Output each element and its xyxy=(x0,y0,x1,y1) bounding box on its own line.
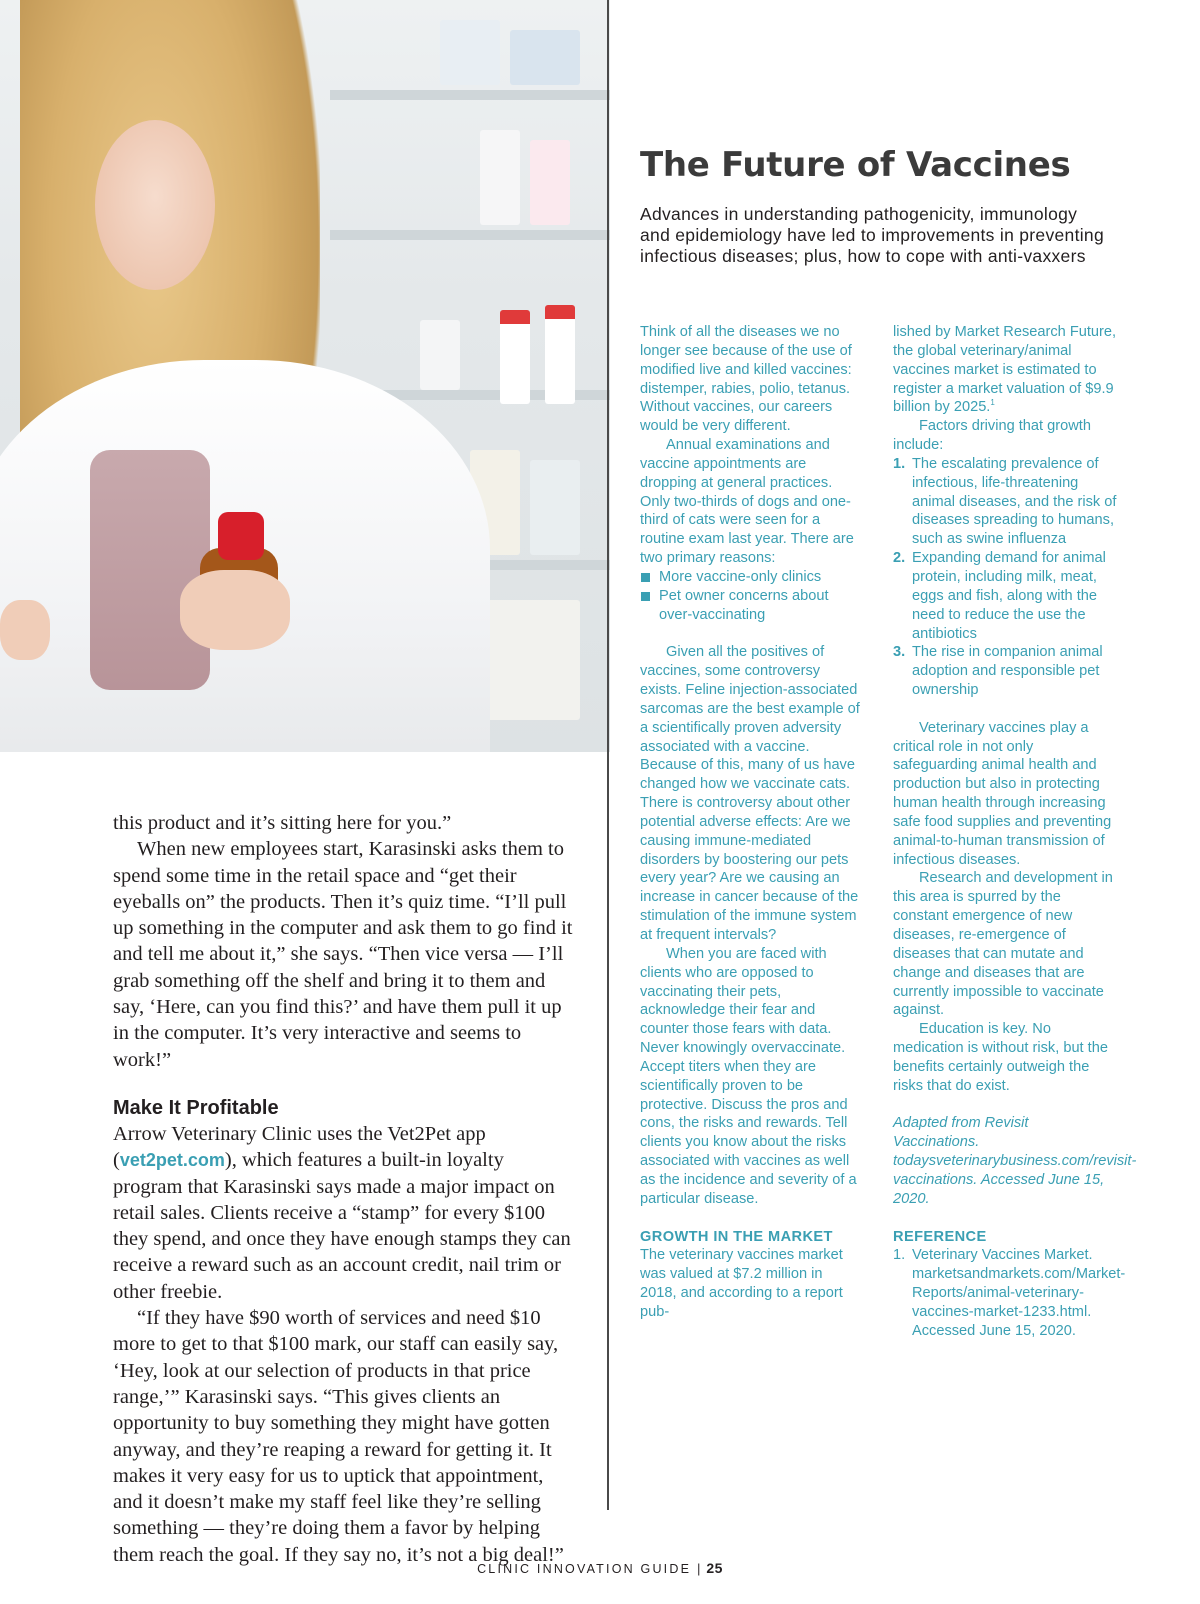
subhead: Make It Profitable xyxy=(113,1096,279,1119)
paragraph: Annual examinations and vaccine appointments are dropping at general practices. Only two-thirds of dogs and one-third of cats were seen for a routine exam last year. There are two primary reasons: xyxy=(640,437,854,567)
page-footer xyxy=(0,1560,1200,1576)
list-item-text: The rise in companion animal adoption and responsible pet ownership xyxy=(912,644,1103,699)
paragraph: Research and development in this area is spurred by the constant emergence of new diseases, re-emergence of diseases that can mutate and change and diseases that are currently impossible to vaccinate against. xyxy=(893,870,1113,1019)
article-photo xyxy=(0,0,610,752)
page-number: 25 xyxy=(706,1560,723,1576)
list-item xyxy=(893,455,1118,549)
list-item xyxy=(640,568,862,587)
sidebar-dek: Advances in understanding pathogenicity, immunology and epidemiology have led to improvements in preventing infectious diseases; plus, how to cope with anti-vaxxers xyxy=(640,204,1104,266)
adapted-note: Adapted from Revisit Vaccinations. todaysveterinarybusiness.com/revisit-vaccinations. Accessed June 15, 2020. xyxy=(893,1115,1137,1207)
paragraph: When new employees start, Karasinski asks them to spend some time in the retail space and “get their eyeballs on” the products. Then it’s quiz time. “I’ll pull up something in the computer and ask them to go find it and tell me about it,” she says. “Then vice versa — I’ll grab something off the shelf and bring it to them and say, ‘Here, can you find this?’ and have them pull it up in the computer. It’s very interactive and seems to work!” xyxy=(113,838,573,1071)
product-box xyxy=(440,20,500,85)
sidebar-column-2 xyxy=(893,323,1137,1341)
text-span: lished by Market Research Future, the global veterinary/animal vaccines market is estimated to register a market valuation of $9.9 billion by 2025. xyxy=(893,324,1117,416)
main-article-text xyxy=(113,810,578,1568)
publication-name: CLINIC INNOVATION GUIDE xyxy=(477,1562,692,1576)
paragraph: “If they have $90 worth of services and need $10 more to get to that $100 mark, our staff can easily say, ‘Hey, look at our selection of products in that price range,’” Karasinski says. “This gives clients an opportunity to buy something they might have gotten anyway, and they’re reaping a reward for getting it. It makes it very easy for us to uptick that appointment, and it doesn’t make my staff feel like they’re selling something — they’re doing them a favor by helping them reach the goal. If they say no, it’s not a big deal!” xyxy=(113,1307,564,1566)
paragraph xyxy=(113,1121,578,1305)
square-bullet-icon xyxy=(641,573,650,582)
hand xyxy=(0,600,50,660)
hand xyxy=(180,570,290,650)
paragraph: this product and it’s sitting here for you.” xyxy=(113,812,452,834)
product-bottle xyxy=(545,305,575,404)
list-item xyxy=(640,587,862,625)
list-item-text: Pet owner concerns about over-vaccinating xyxy=(659,587,829,623)
paragraph: Veterinary vaccines play a critical role in not only safeguarding animal health and production but also in protecting human health through increasing safe food supplies and preventing animal-to-human transmission of infectious diseases. xyxy=(893,719,1112,868)
list-number: 1. xyxy=(893,455,906,472)
paragraph: Given all the positives of vaccines, some controversy exists. Feline injection-associated sarcomas are the best example of a scientifically proven adversity associated with a vaccine. Because of this, many of us have changed how we vaccinate cats. There is controversy about other potential adverse effects: Are we causing immune-mediated disorders by boostering our pets every year? Are we causing an increase in cancer because of the stimulation of the immune system at frequent intervals? xyxy=(640,644,860,943)
reference-text: Veterinary Vaccines Market. marketsandmarkets.com/Market-Reports/animal-veterinary-vaccines-market-1233.html. Accessed June 15, 2020. xyxy=(912,1247,1126,1339)
column-divider xyxy=(607,0,609,1510)
reasons-list xyxy=(640,568,862,625)
shelf xyxy=(330,90,610,100)
footnote-marker: 1 xyxy=(990,398,995,408)
paragraph xyxy=(893,323,1118,417)
reference-number: 1. xyxy=(893,1247,906,1264)
list-item-text: The escalating prevalence of infectious, life-threatening animal diseases, and the risk of diseases spreading to humans, such as swine influenza xyxy=(912,455,1117,548)
paragraph: Factors driving that growth include: xyxy=(893,418,1091,454)
square-bullet-icon xyxy=(641,592,650,601)
footer-separator: | xyxy=(697,1562,701,1576)
list-number: 2. xyxy=(893,550,906,567)
paragraph: When you are faced with clients who are opposed to vaccinating their pets, acknowledge their fear and counter those fears with data. Never knowingly overvaccinate. Accept titers when they are scientifically proven to be protective. Discuss the pros and cons, the risks and rewards. Tell clients you know about the risks associated with vaccines as well as the incidence and severity of a particular disease. xyxy=(640,945,857,1207)
text-span: ), which features a built-in loyalty program that Karasinski says made a major impact on retail sales. Clients receive a “stamp” for every $100 they spend, and once they have enough stamps they can receive a reward such as an account credit, nail trim or other freebie. xyxy=(113,1149,571,1303)
list-item-text: Expanding demand for animal protein, including milk, meat, eggs and fish, along with the need to reduce the use the antibiotics xyxy=(912,550,1106,642)
list-number: 3. xyxy=(893,644,906,661)
list-item-text: More vaccine-only clinics xyxy=(659,568,822,585)
reference-heading: REFERENCE xyxy=(893,1228,987,1245)
product-box xyxy=(530,460,580,555)
shelf xyxy=(330,230,610,240)
product-box xyxy=(480,130,520,225)
reference-item xyxy=(893,1246,1126,1340)
product-bottle xyxy=(500,310,530,404)
text-span: Arrow Veterinary Clinic uses the Vet2Pet app ( xyxy=(113,1122,486,1172)
growth-heading: GROWTH IN THE MARKET xyxy=(640,1228,833,1245)
bottle-cap xyxy=(218,512,264,560)
list-item xyxy=(893,643,1118,700)
paragraph: Think of all the diseases we no longer see because of the use of modified live and killed vaccines: distemper, rabies, polio, tetanus. Without vaccines, our careers would be very different. xyxy=(640,324,852,435)
paragraph: Education is key. No medication is without risk, but the benefits certainly outweigh the risks that do exist. xyxy=(893,1021,1108,1094)
sidebar-column-1 xyxy=(640,323,862,1322)
face xyxy=(95,120,215,290)
product-box xyxy=(530,140,570,225)
product-box xyxy=(510,30,580,85)
paragraph: The veterinary vaccines market was valued at $7.2 million in 2018, and according to a report pub- xyxy=(640,1247,843,1320)
sidebar-title: The Future of Vaccines xyxy=(640,145,1071,185)
product-box xyxy=(420,320,460,390)
list-item xyxy=(893,549,1118,643)
shirt xyxy=(90,450,210,690)
vet2pet-link[interactable]: vet2pet.com xyxy=(119,1150,225,1171)
reference-list xyxy=(893,1246,1126,1340)
factors-list xyxy=(893,455,1118,700)
